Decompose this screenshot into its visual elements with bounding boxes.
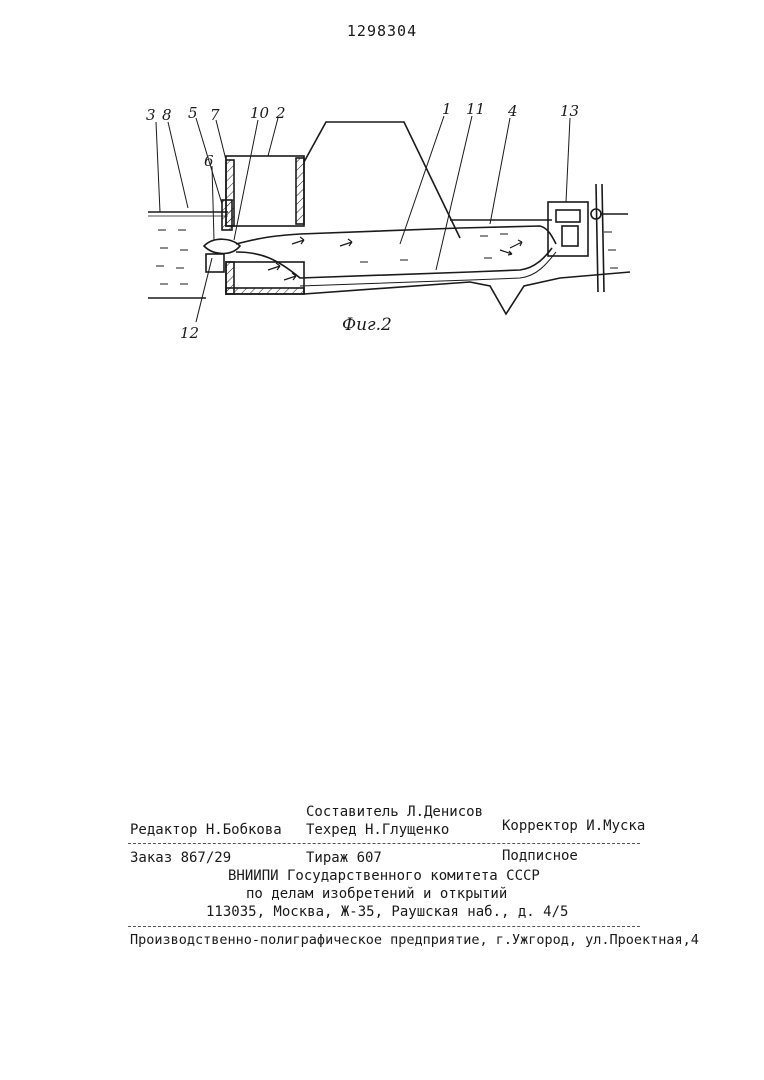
label-12: 12: [180, 324, 200, 342]
compiler: Составитель Л.Денисов: [306, 804, 484, 820]
technical-drawing: [0, 0, 764, 380]
corrector: Корректор И.Муска: [502, 818, 646, 834]
label-2: 2: [276, 104, 286, 122]
chamber-2: [226, 156, 304, 226]
label-4: 4: [508, 102, 518, 120]
label-13: 13: [560, 102, 580, 120]
org-line-1: ВНИИПИ Государственного комитета СССР: [228, 868, 540, 884]
nozzle-12: [204, 239, 240, 253]
patent-number: 1298304: [346, 22, 418, 40]
org-line-2: по делам изобретений и открытий: [246, 886, 508, 902]
label-11: 11: [466, 100, 486, 118]
riverbed-right: [304, 272, 630, 314]
rod: [596, 184, 598, 292]
label-8: 8: [162, 106, 172, 124]
editor: Редактор Н.Бобкова: [130, 822, 282, 838]
label-5: 5: [188, 104, 198, 122]
techred: Техред Н.Глущенко: [306, 822, 450, 838]
divider-2: [128, 926, 640, 927]
print-run: Тираж 607: [306, 850, 382, 866]
order: Заказ 867/29: [130, 850, 232, 866]
label-6: 6: [204, 152, 214, 170]
label-10: 10: [250, 104, 270, 122]
label-7: 7: [210, 106, 220, 124]
label-1: 1: [442, 100, 452, 118]
conduit-11: [236, 226, 556, 244]
printer: Производственно-полиграфическое предприятие, г.Ужгород, ул.Проектная,4: [130, 932, 699, 948]
label-3: 3: [146, 106, 156, 124]
dam-body-1: [304, 122, 460, 238]
address: 113035, Москва, Ж-35, Раушская наб., д. 4/5: [206, 904, 569, 920]
gate-5: [222, 200, 232, 230]
divider-1: [128, 843, 640, 844]
figure-caption: Фиг.2: [342, 315, 392, 335]
subscription: Подписное: [502, 848, 578, 864]
